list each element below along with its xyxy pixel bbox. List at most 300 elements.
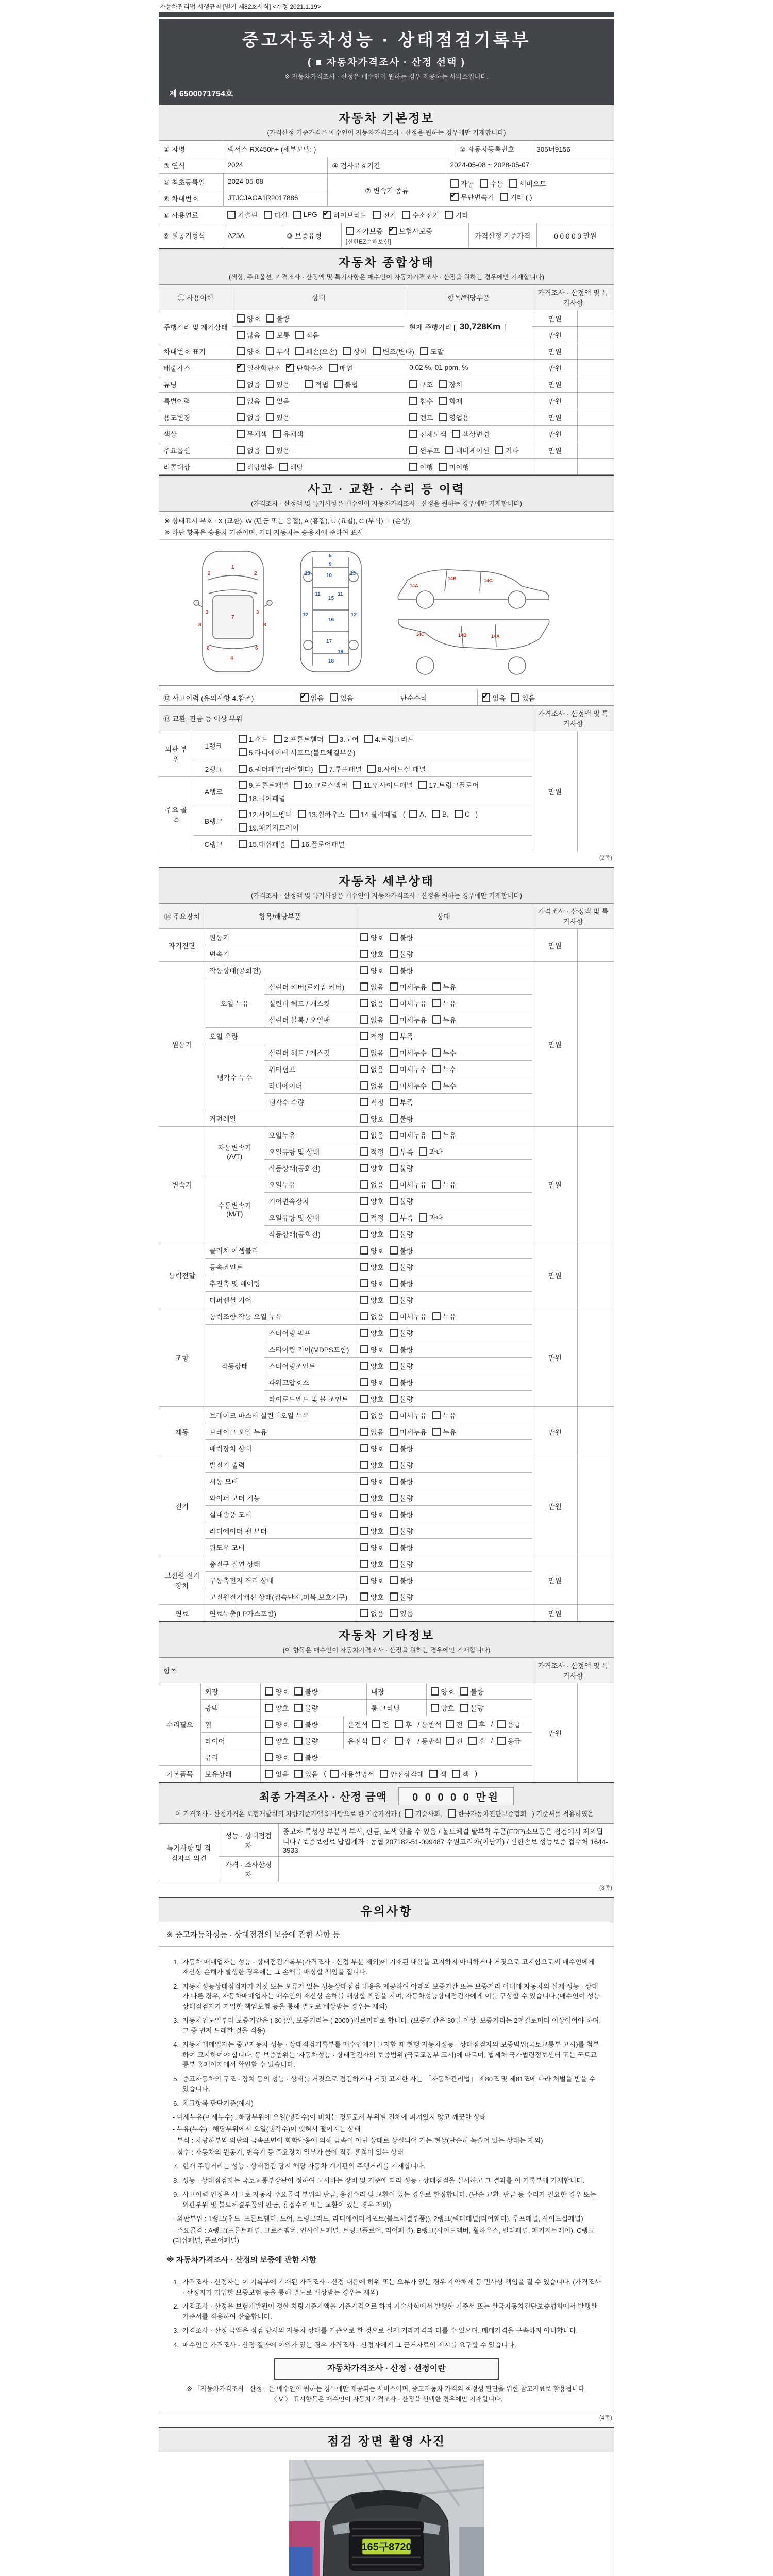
checked-box-icon[interactable] bbox=[482, 693, 490, 702]
unchecked-box-icon[interactable] bbox=[390, 1048, 398, 1057]
checkbox-있음[interactable] bbox=[266, 379, 290, 389]
checkbox-미세누유[interactable] bbox=[390, 981, 427, 992]
checkbox-보험사보증[interactable] bbox=[389, 226, 432, 236]
unchecked-box-icon[interactable] bbox=[294, 1753, 303, 1761]
unchecked-box-icon[interactable] bbox=[439, 413, 447, 421]
unchecked-box-icon[interactable] bbox=[390, 966, 398, 974]
checkbox-가솔린[interactable] bbox=[227, 210, 258, 220]
checkbox-13.휠하우스[interactable] bbox=[298, 809, 345, 819]
unchecked-box-icon[interactable] bbox=[294, 1737, 303, 1745]
unchecked-box-icon[interactable] bbox=[439, 397, 447, 405]
checkbox-없음[interactable] bbox=[237, 396, 260, 406]
checkbox-응급[interactable] bbox=[497, 1719, 521, 1730]
checkbox-후[interactable] bbox=[395, 1719, 412, 1730]
unchecked-box-icon[interactable] bbox=[360, 1015, 368, 1024]
checkbox-있음[interactable] bbox=[390, 1608, 413, 1618]
checkbox-양호[interactable] bbox=[360, 965, 384, 975]
checkbox-자가보증[interactable] bbox=[346, 226, 383, 236]
checkbox-불량[interactable] bbox=[294, 1752, 318, 1762]
checkbox-없음[interactable] bbox=[360, 1130, 384, 1140]
unchecked-box-icon[interactable] bbox=[439, 463, 447, 471]
unchecked-box-icon[interactable] bbox=[237, 331, 245, 339]
unchecked-box-icon[interactable] bbox=[432, 1312, 441, 1320]
checkbox-많음[interactable] bbox=[237, 330, 260, 340]
unchecked-box-icon[interactable] bbox=[360, 1345, 368, 1353]
unchecked-box-icon[interactable] bbox=[431, 1704, 439, 1712]
unchecked-box-icon[interactable] bbox=[446, 1737, 454, 1745]
unchecked-box-icon[interactable] bbox=[390, 1609, 398, 1617]
unchecked-box-icon[interactable] bbox=[360, 1395, 368, 1403]
checkbox-해당없음[interactable] bbox=[237, 462, 274, 472]
checkbox-양호[interactable] bbox=[360, 1113, 384, 1124]
checkbox-없음[interactable] bbox=[360, 1047, 384, 1058]
unchecked-box-icon[interactable] bbox=[329, 364, 338, 372]
unchecked-box-icon[interactable] bbox=[266, 331, 274, 339]
checkbox-사용설명서[interactable] bbox=[330, 1769, 374, 1779]
unchecked-box-icon[interactable] bbox=[390, 1114, 398, 1123]
checkbox-없음[interactable] bbox=[360, 1608, 384, 1618]
checkbox-양호[interactable] bbox=[360, 1542, 384, 1552]
unchecked-box-icon[interactable] bbox=[237, 446, 245, 454]
checkbox-없음[interactable] bbox=[237, 412, 260, 422]
checkbox-적정[interactable] bbox=[360, 1097, 384, 1107]
checkbox-네비게이션[interactable] bbox=[445, 445, 489, 455]
unchecked-box-icon[interactable] bbox=[390, 1164, 398, 1172]
checkbox-적정[interactable] bbox=[360, 1212, 384, 1223]
unchecked-box-icon[interactable] bbox=[360, 1543, 368, 1551]
checkbox-누유[interactable] bbox=[432, 1410, 456, 1420]
unchecked-box-icon[interactable] bbox=[439, 380, 447, 388]
unchecked-box-icon[interactable] bbox=[360, 1494, 368, 1502]
checkbox-잭[interactable] bbox=[429, 1769, 446, 1779]
checkbox-잭[interactable] bbox=[452, 1769, 469, 1779]
checkbox-미세누유[interactable] bbox=[390, 1427, 427, 1437]
checkbox-불량[interactable] bbox=[390, 1328, 413, 1338]
checkbox-세미오토[interactable] bbox=[509, 178, 546, 189]
unchecked-box-icon[interactable] bbox=[409, 413, 417, 421]
checkbox-불량[interactable] bbox=[266, 313, 290, 324]
unchecked-box-icon[interactable] bbox=[360, 1246, 368, 1255]
checkbox-C[interactable] bbox=[455, 810, 470, 818]
checkbox-누유[interactable] bbox=[432, 998, 456, 1008]
unchecked-box-icon[interactable] bbox=[511, 693, 519, 702]
unchecked-box-icon[interactable] bbox=[500, 193, 508, 201]
checkbox-불량[interactable] bbox=[390, 1163, 413, 1173]
checkbox-4.트렁크리드[interactable] bbox=[364, 734, 414, 744]
unchecked-box-icon[interactable] bbox=[390, 1378, 398, 1386]
unchecked-box-icon[interactable] bbox=[390, 1279, 398, 1287]
unchecked-box-icon[interactable] bbox=[360, 1180, 368, 1189]
checkbox-색상변경[interactable] bbox=[452, 429, 489, 439]
unchecked-box-icon[interactable] bbox=[432, 1015, 441, 1024]
checkbox-양호[interactable] bbox=[360, 1196, 384, 1206]
unchecked-box-icon[interactable] bbox=[360, 1131, 368, 1139]
unchecked-box-icon[interactable] bbox=[330, 1770, 339, 1778]
unchecked-box-icon[interactable] bbox=[237, 347, 245, 355]
checkbox-해당[interactable] bbox=[279, 462, 303, 472]
unchecked-box-icon[interactable] bbox=[390, 1444, 398, 1452]
unchecked-box-icon[interactable] bbox=[360, 1263, 368, 1271]
unchecked-box-icon[interactable] bbox=[468, 1720, 477, 1728]
unchecked-box-icon[interactable] bbox=[266, 347, 274, 355]
unchecked-box-icon[interactable] bbox=[360, 999, 368, 1007]
unchecked-box-icon[interactable] bbox=[445, 446, 453, 454]
checkbox-미세누유[interactable] bbox=[390, 1311, 427, 1321]
unchecked-box-icon[interactable] bbox=[390, 999, 398, 1007]
unchecked-box-icon[interactable] bbox=[452, 430, 460, 438]
checkbox-B,[interactable] bbox=[432, 810, 449, 818]
unchecked-box-icon[interactable] bbox=[295, 347, 304, 355]
checkbox-누유[interactable] bbox=[432, 1311, 456, 1321]
checkbox-불량[interactable] bbox=[460, 1686, 484, 1697]
checkbox-매연[interactable] bbox=[329, 363, 353, 373]
checkbox-미세누유[interactable] bbox=[390, 1014, 427, 1025]
checkbox-디젤[interactable] bbox=[264, 210, 288, 220]
checkbox-전[interactable] bbox=[372, 1719, 389, 1730]
checkbox-후[interactable] bbox=[468, 1719, 485, 1730]
unchecked-box-icon[interactable] bbox=[265, 1687, 273, 1696]
checkbox-불량[interactable] bbox=[390, 1295, 413, 1305]
unchecked-box-icon[interactable] bbox=[279, 463, 288, 471]
checkbox-전기[interactable] bbox=[373, 210, 396, 220]
unchecked-box-icon[interactable] bbox=[360, 1609, 368, 1617]
unchecked-box-icon[interactable] bbox=[390, 1345, 398, 1353]
checkbox-불량[interactable] bbox=[390, 1591, 413, 1602]
unchecked-box-icon[interactable] bbox=[497, 1720, 506, 1728]
checkbox-구조[interactable] bbox=[409, 379, 433, 389]
checkbox-양호[interactable] bbox=[360, 1262, 384, 1272]
unchecked-box-icon[interactable] bbox=[265, 1753, 273, 1761]
checkbox-장치[interactable] bbox=[439, 379, 462, 389]
checkbox-부족[interactable] bbox=[390, 1212, 413, 1223]
unchecked-box-icon[interactable] bbox=[360, 1510, 368, 1518]
checkbox-불량[interactable] bbox=[390, 1394, 413, 1404]
unchecked-box-icon[interactable] bbox=[409, 397, 417, 405]
checkbox-있음[interactable] bbox=[266, 396, 290, 406]
unchecked-box-icon[interactable] bbox=[372, 1737, 380, 1745]
checkbox-불량[interactable] bbox=[294, 1736, 318, 1746]
checkbox-적정[interactable] bbox=[360, 1031, 384, 1041]
unchecked-box-icon[interactable] bbox=[265, 1770, 273, 1778]
unchecked-box-icon[interactable] bbox=[237, 430, 245, 438]
unchecked-box-icon[interactable] bbox=[372, 1720, 380, 1728]
unchecked-box-icon[interactable] bbox=[380, 1770, 388, 1778]
unchecked-box-icon[interactable] bbox=[360, 1362, 368, 1370]
unchecked-box-icon[interactable] bbox=[390, 1592, 398, 1601]
checkbox-불량[interactable] bbox=[390, 1196, 413, 1206]
checkbox-후[interactable] bbox=[468, 1736, 485, 1746]
unchecked-box-icon[interactable] bbox=[497, 1737, 506, 1745]
checkbox-양호[interactable] bbox=[431, 1686, 455, 1697]
unchecked-box-icon[interactable] bbox=[432, 999, 441, 1007]
checkbox-상이[interactable] bbox=[343, 346, 366, 357]
checkbox-5.라디에이터 서포트(볼트체결부품)[interactable] bbox=[239, 747, 356, 757]
unchecked-box-icon[interactable] bbox=[429, 1770, 438, 1778]
checkbox-전[interactable] bbox=[372, 1736, 389, 1746]
unchecked-box-icon[interactable] bbox=[460, 1704, 468, 1712]
unchecked-box-icon[interactable] bbox=[419, 1147, 427, 1156]
checkbox-양호[interactable] bbox=[360, 1493, 384, 1503]
checkbox-없음[interactable] bbox=[360, 1080, 384, 1091]
checkbox-9.프론트패널[interactable] bbox=[239, 779, 288, 790]
unchecked-box-icon[interactable] bbox=[390, 1494, 398, 1502]
unchecked-box-icon[interactable] bbox=[360, 1527, 368, 1535]
checked-box-icon[interactable] bbox=[323, 211, 331, 219]
checkbox-17.트렁크플로어[interactable] bbox=[418, 779, 479, 790]
unchecked-box-icon[interactable] bbox=[432, 1048, 441, 1057]
checkbox-불량[interactable] bbox=[390, 1460, 413, 1470]
checkbox-양호[interactable] bbox=[360, 1361, 384, 1371]
unchecked-box-icon[interactable] bbox=[409, 430, 417, 438]
unchecked-box-icon[interactable] bbox=[294, 1687, 303, 1696]
checkbox-19.패키지트레이[interactable] bbox=[239, 822, 299, 833]
unchecked-box-icon[interactable] bbox=[390, 1576, 398, 1584]
checkbox-미이행[interactable] bbox=[439, 462, 469, 472]
unchecked-box-icon[interactable] bbox=[405, 1809, 413, 1818]
unchecked-box-icon[interactable] bbox=[273, 430, 281, 438]
checkbox-과다[interactable] bbox=[419, 1212, 443, 1223]
unchecked-box-icon[interactable] bbox=[329, 735, 338, 743]
checkbox-양호[interactable] bbox=[360, 1526, 384, 1536]
checkbox-무채색[interactable] bbox=[237, 429, 267, 439]
checkbox-무단변속기[interactable] bbox=[450, 192, 494, 202]
unchecked-box-icon[interactable] bbox=[432, 982, 441, 991]
unchecked-box-icon[interactable] bbox=[360, 1312, 368, 1320]
checkbox-불량[interactable] bbox=[390, 1278, 413, 1289]
unchecked-box-icon[interactable] bbox=[395, 1720, 403, 1728]
checkbox-보통[interactable] bbox=[266, 330, 290, 340]
unchecked-box-icon[interactable] bbox=[445, 211, 453, 219]
checkbox-부식[interactable] bbox=[266, 346, 290, 357]
checkbox-수동[interactable] bbox=[480, 178, 503, 189]
unchecked-box-icon[interactable] bbox=[390, 1032, 398, 1040]
unchecked-box-icon[interactable] bbox=[390, 1296, 398, 1304]
checkbox-불량[interactable] bbox=[390, 1113, 413, 1124]
checkbox-미세누유[interactable] bbox=[390, 1130, 427, 1140]
checkbox-양호[interactable] bbox=[360, 1377, 384, 1387]
checkbox-누수[interactable] bbox=[432, 1080, 456, 1091]
unchecked-box-icon[interactable] bbox=[239, 735, 247, 743]
unchecked-box-icon[interactable] bbox=[265, 1704, 273, 1712]
unchecked-box-icon[interactable] bbox=[295, 331, 304, 339]
checkbox-없음[interactable] bbox=[360, 981, 384, 992]
unchecked-box-icon[interactable] bbox=[360, 1411, 368, 1419]
checkbox-없음[interactable] bbox=[360, 1410, 384, 1420]
unchecked-box-icon[interactable] bbox=[294, 1720, 303, 1728]
checkbox-기타 ( )[interactable] bbox=[500, 192, 532, 202]
unchecked-box-icon[interactable] bbox=[360, 966, 368, 974]
checkbox-하이브리드[interactable] bbox=[323, 210, 367, 220]
unchecked-box-icon[interactable] bbox=[390, 1065, 398, 1073]
checkbox-누수[interactable] bbox=[432, 1064, 456, 1074]
unchecked-box-icon[interactable] bbox=[360, 1477, 368, 1485]
unchecked-box-icon[interactable] bbox=[390, 1543, 398, 1551]
checkbox-불량[interactable] bbox=[390, 1542, 413, 1552]
checkbox-탄화수소[interactable] bbox=[286, 363, 323, 373]
unchecked-box-icon[interactable] bbox=[239, 794, 247, 802]
unchecked-box-icon[interactable] bbox=[274, 735, 282, 743]
unchecked-box-icon[interactable] bbox=[390, 1098, 398, 1106]
checkbox-15.대쉬패널[interactable] bbox=[239, 839, 285, 849]
checkbox-양호[interactable] bbox=[360, 1575, 384, 1585]
checkbox-불량[interactable] bbox=[390, 932, 413, 942]
unchecked-box-icon[interactable] bbox=[432, 1065, 441, 1073]
checkbox-전[interactable] bbox=[446, 1736, 463, 1746]
checkbox-불량[interactable] bbox=[294, 1719, 318, 1730]
checkbox-과다[interactable] bbox=[419, 1146, 443, 1157]
unchecked-box-icon[interactable] bbox=[432, 1180, 441, 1189]
unchecked-box-icon[interactable] bbox=[390, 1180, 398, 1189]
checked-box-icon[interactable] bbox=[389, 227, 397, 235]
unchecked-box-icon[interactable] bbox=[294, 781, 302, 789]
checkbox-기타[interactable] bbox=[495, 445, 519, 455]
checked-box-icon[interactable] bbox=[450, 193, 459, 201]
checked-box-icon[interactable] bbox=[237, 364, 245, 372]
checkbox-일산화탄소[interactable] bbox=[237, 363, 280, 373]
unchecked-box-icon[interactable] bbox=[373, 347, 381, 355]
unchecked-box-icon[interactable] bbox=[360, 1576, 368, 1584]
unchecked-box-icon[interactable] bbox=[390, 1081, 398, 1090]
checkbox-양호[interactable] bbox=[265, 1752, 289, 1762]
checkbox-6.쿼터패널(리어휀다)[interactable] bbox=[239, 764, 313, 774]
checkbox-양호[interactable] bbox=[360, 1443, 384, 1453]
unchecked-box-icon[interactable] bbox=[431, 1687, 439, 1696]
unchecked-box-icon[interactable] bbox=[364, 735, 373, 743]
checkbox-양호[interactable] bbox=[237, 313, 260, 324]
checkbox-18.리어패널[interactable] bbox=[239, 793, 285, 803]
checkbox-양호[interactable] bbox=[360, 932, 384, 942]
unchecked-box-icon[interactable] bbox=[390, 1213, 398, 1222]
checkbox-미세누수[interactable] bbox=[390, 1047, 427, 1058]
checkbox-양호[interactable] bbox=[360, 1509, 384, 1519]
unchecked-box-icon[interactable] bbox=[298, 810, 306, 818]
checkbox-불량[interactable] bbox=[460, 1703, 484, 1713]
checkbox-불량[interactable] bbox=[390, 1262, 413, 1272]
checkbox-양호[interactable] bbox=[265, 1719, 289, 1730]
checkbox-침수[interactable] bbox=[409, 396, 433, 406]
checkbox-양호[interactable] bbox=[360, 1591, 384, 1602]
checkbox-없음[interactable] bbox=[360, 1014, 384, 1025]
unchecked-box-icon[interactable] bbox=[360, 1279, 368, 1287]
checkbox-양호[interactable] bbox=[360, 1328, 384, 1338]
checkbox-불량[interactable] bbox=[294, 1703, 318, 1713]
checkbox-없음[interactable] bbox=[237, 379, 260, 389]
checkbox-불량[interactable] bbox=[294, 1686, 318, 1697]
unchecked-box-icon[interactable] bbox=[360, 1378, 368, 1386]
checkbox-누유[interactable] bbox=[432, 1130, 456, 1140]
unchecked-box-icon[interactable] bbox=[390, 1131, 398, 1139]
unchecked-box-icon[interactable] bbox=[432, 1131, 441, 1139]
checkbox-적정[interactable] bbox=[360, 1146, 384, 1157]
unchecked-box-icon[interactable] bbox=[360, 1428, 368, 1436]
unchecked-box-icon[interactable] bbox=[360, 1164, 368, 1172]
unchecked-box-icon[interactable] bbox=[360, 1081, 368, 1090]
unchecked-box-icon[interactable] bbox=[237, 314, 245, 323]
unchecked-box-icon[interactable] bbox=[319, 765, 327, 773]
unchecked-box-icon[interactable] bbox=[390, 1362, 398, 1370]
checkbox-없음[interactable] bbox=[360, 1427, 384, 1437]
checkbox-없음[interactable] bbox=[300, 692, 324, 703]
unchecked-box-icon[interactable] bbox=[446, 1720, 454, 1728]
checkbox-한국자동차진단보증협회[interactable] bbox=[448, 1809, 527, 1818]
unchecked-box-icon[interactable] bbox=[390, 1527, 398, 1535]
unchecked-box-icon[interactable] bbox=[343, 347, 351, 355]
unchecked-box-icon[interactable] bbox=[360, 1147, 368, 1156]
checkbox-유채색[interactable] bbox=[273, 429, 303, 439]
unchecked-box-icon[interactable] bbox=[239, 748, 247, 756]
unchecked-box-icon[interactable] bbox=[237, 463, 245, 471]
unchecked-box-icon[interactable] bbox=[390, 1312, 398, 1320]
checkbox-누수[interactable] bbox=[432, 1047, 456, 1058]
unchecked-box-icon[interactable] bbox=[266, 446, 274, 454]
unchecked-box-icon[interactable] bbox=[419, 1213, 427, 1222]
unchecked-box-icon[interactable] bbox=[480, 179, 488, 188]
unchecked-box-icon[interactable] bbox=[350, 810, 359, 818]
unchecked-box-icon[interactable] bbox=[509, 179, 517, 188]
unchecked-box-icon[interactable] bbox=[395, 1737, 403, 1745]
checkbox-기타[interactable] bbox=[445, 210, 468, 220]
checkbox-양호[interactable] bbox=[360, 1229, 384, 1239]
checkbox-양호[interactable] bbox=[360, 1278, 384, 1289]
unchecked-box-icon[interactable] bbox=[390, 933, 398, 941]
checkbox-있음[interactable] bbox=[266, 412, 290, 422]
checkbox-없음[interactable] bbox=[482, 692, 506, 703]
checkbox-변조(변타)[interactable] bbox=[373, 346, 414, 357]
checkbox-3.도어[interactable] bbox=[329, 734, 359, 744]
unchecked-box-icon[interactable] bbox=[390, 1461, 398, 1469]
unchecked-box-icon[interactable] bbox=[390, 1197, 398, 1205]
checkbox-전체도색[interactable] bbox=[409, 429, 446, 439]
unchecked-box-icon[interactable] bbox=[360, 1296, 368, 1304]
unchecked-box-icon[interactable] bbox=[360, 1560, 368, 1568]
checkbox-미세누유[interactable] bbox=[390, 1179, 427, 1190]
checkbox-8.사이드실 패널[interactable] bbox=[367, 764, 426, 774]
unchecked-box-icon[interactable] bbox=[239, 781, 247, 789]
checkbox-없음[interactable] bbox=[265, 1769, 289, 1779]
unchecked-box-icon[interactable] bbox=[334, 380, 343, 388]
unchecked-box-icon[interactable] bbox=[460, 1687, 468, 1696]
checkbox-16.플로어패널[interactable] bbox=[291, 839, 345, 849]
unchecked-box-icon[interactable] bbox=[409, 446, 417, 454]
unchecked-box-icon[interactable] bbox=[418, 781, 427, 789]
checkbox-LPG[interactable] bbox=[293, 211, 317, 219]
unchecked-box-icon[interactable] bbox=[390, 1510, 398, 1518]
checkbox-불량[interactable] bbox=[390, 1493, 413, 1503]
checkbox-없음[interactable] bbox=[360, 1311, 384, 1321]
unchecked-box-icon[interactable] bbox=[360, 982, 368, 991]
checkbox-불량[interactable] bbox=[390, 1443, 413, 1453]
checkbox-응급[interactable] bbox=[497, 1736, 521, 1746]
unchecked-box-icon[interactable] bbox=[360, 1329, 368, 1337]
checkbox-불량[interactable] bbox=[390, 1575, 413, 1585]
unchecked-box-icon[interactable] bbox=[293, 211, 301, 219]
checkbox-불량[interactable] bbox=[390, 1377, 413, 1387]
checkbox-있음[interactable] bbox=[294, 1769, 318, 1779]
unchecked-box-icon[interactable] bbox=[390, 1263, 398, 1271]
unchecked-box-icon[interactable] bbox=[237, 397, 245, 405]
checkbox-양호[interactable] bbox=[360, 1460, 384, 1470]
unchecked-box-icon[interactable] bbox=[360, 1592, 368, 1601]
checkbox-부족[interactable] bbox=[390, 1031, 413, 1041]
checkbox-양호[interactable] bbox=[265, 1686, 289, 1697]
checkbox-양호[interactable] bbox=[360, 1163, 384, 1173]
unchecked-box-icon[interactable] bbox=[294, 1704, 303, 1712]
checkbox-불량[interactable] bbox=[390, 965, 413, 975]
unchecked-box-icon[interactable] bbox=[266, 380, 274, 388]
unchecked-box-icon[interactable] bbox=[452, 1770, 460, 1778]
checkbox-불량[interactable] bbox=[390, 1344, 413, 1354]
checked-box-icon[interactable] bbox=[300, 693, 309, 702]
